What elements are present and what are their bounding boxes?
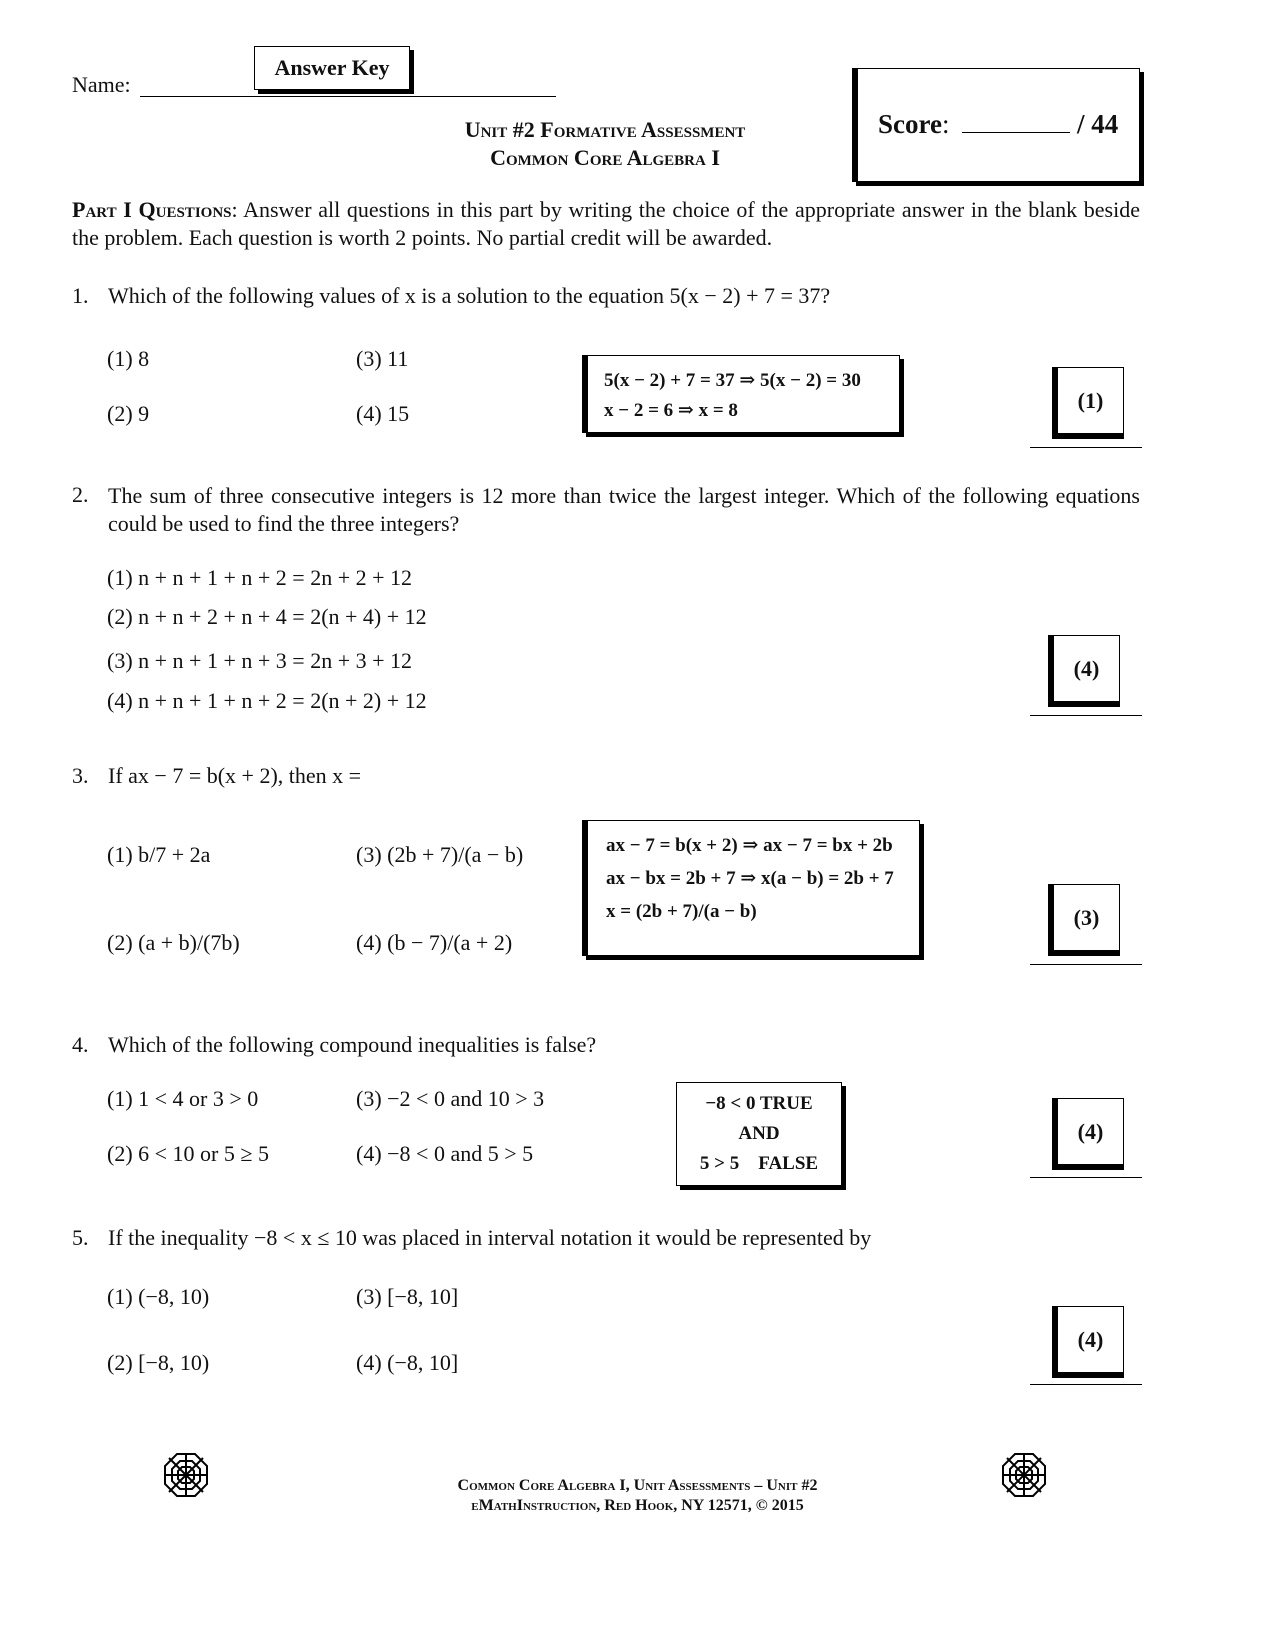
- q3-prompt: If ax − 7 = b(x + 2), then x =: [108, 763, 362, 788]
- q2-number: 2.: [72, 482, 89, 507]
- q5-choice-2[interactable]: (2) [−8, 10): [107, 1350, 210, 1375]
- q3-answer-line: [1030, 964, 1142, 965]
- q5-answer-line: [1030, 1384, 1142, 1385]
- q1-answer-box[interactable]: (1): [1052, 367, 1124, 439]
- footer-line-2: eMathInstruction, Red Hook, NY 12571, © 2015: [471, 1497, 804, 1514]
- footer: [0, 1476, 1275, 1516]
- q4-number: 4.: [72, 1032, 89, 1057]
- q3-work-line-1: ax − 7 = b(x + 2) ⇒ ax − 7 = bx + 2b: [606, 835, 893, 856]
- q3-work-box: [582, 820, 920, 956]
- q4-work-box: [676, 1082, 842, 1186]
- q5-answer-box[interactable]: (4): [1052, 1306, 1124, 1378]
- q3-choice-3[interactable]: (3) (2b + 7)/(a − b): [356, 842, 524, 867]
- score-blank[interactable]: [962, 110, 1070, 133]
- q1-choice-3[interactable]: (3) 11: [356, 346, 409, 371]
- q1-number: 1.: [72, 283, 89, 308]
- q1-work-line-2: x − 2 = 6 ⇒ x = 8: [604, 400, 738, 421]
- q1-choice-1[interactable]: (1) 8: [107, 346, 150, 371]
- title-line-1: Unit #2 Formative Assessment: [464, 117, 746, 142]
- name-line[interactable]: [140, 96, 556, 97]
- q4-choice-2[interactable]: (2) 6 < 10 or 5 ≥ 5: [107, 1141, 269, 1166]
- q4-answer-box[interactable]: (4): [1052, 1098, 1124, 1170]
- q1-choice-2[interactable]: (2) 9: [107, 401, 150, 426]
- q4-choice-4[interactable]: (4) −8 < 0 and 5 > 5: [356, 1141, 534, 1166]
- q2-choice-1[interactable]: (1) n + n + 1 + n + 2 = 2n + 2 + 12: [107, 565, 413, 590]
- q4-work-line-2: AND: [738, 1123, 780, 1144]
- q3-number: 3.: [72, 763, 89, 788]
- answer-key-badge: Answer Key: [254, 46, 410, 90]
- footer-line-1: Common Core Algebra I, Unit Assessments – Unit #2: [457, 1477, 818, 1494]
- q2-prompt: The sum of three consecutive integers is 12 more than twice the largest integer. Which of the following equations could be used to find the three integers?: [108, 483, 1140, 536]
- q3-choice-2[interactable]: (2) (a + b)/(7b): [107, 930, 240, 955]
- score-colon: :: [941, 109, 950, 139]
- score-box: [852, 68, 1140, 182]
- score-label: Score: [878, 109, 942, 139]
- q3-answer-box[interactable]: (3): [1048, 884, 1120, 956]
- q4-choice-1[interactable]: (1) 1 < 4 or 3 > 0: [107, 1086, 259, 1111]
- part1-text: : Answer all questions in this part by writing the choice of the appropriate answer in the blank beside the problem. Each question is worth 2 points. No partial credit will be awarded.: [72, 197, 1140, 250]
- q2-answer-box[interactable]: (4): [1048, 635, 1120, 707]
- q3-work-line-3: x = (2b + 7)/(a − b): [606, 901, 757, 922]
- q4-prompt: Which of the following compound inequalities is false?: [108, 1032, 597, 1057]
- q2-answer-line: [1030, 715, 1142, 716]
- part1-instructions: [72, 196, 1140, 252]
- score-total: / 44: [1077, 109, 1119, 139]
- q4-choice-3[interactable]: (3) −2 < 0 and 10 > 3: [356, 1086, 545, 1111]
- q1-prompt: Which of the following values of x is a solution to the equation 5(x − 2) + 7 = 37?: [108, 283, 831, 308]
- q4-work-line-3: 5 > 5 FALSE: [699, 1153, 819, 1174]
- name-label: Name:: [72, 72, 131, 97]
- q5-choice-1[interactable]: (1) (−8, 10): [107, 1284, 210, 1309]
- q3-work-line-2: ax − bx = 2b + 7 ⇒ x(a − b) = 2b + 7: [606, 868, 894, 889]
- q1-choice-4[interactable]: (4) 15: [356, 401, 410, 426]
- q2-choice-2[interactable]: (2) n + n + 2 + n + 4 = 2(n + 4) + 12: [107, 604, 427, 629]
- q3-choice-4[interactable]: (4) (b − 7)/(a + 2): [356, 930, 513, 955]
- q5-number: 5.: [72, 1225, 89, 1250]
- title-line-2: Common Core Algebra I: [490, 145, 720, 170]
- q3-choice-1[interactable]: (1) b/7 + 2a: [107, 842, 211, 867]
- q2-choice-4[interactable]: (4) n + n + 1 + n + 2 = 2(n + 2) + 12: [107, 688, 427, 713]
- q2-choice-3[interactable]: (3) n + n + 1 + n + 3 = 2n + 3 + 12: [107, 648, 413, 673]
- q4-answer-line: [1030, 1177, 1142, 1178]
- q5-choice-3[interactable]: (3) [−8, 10]: [356, 1284, 459, 1309]
- q1-work-line-1: 5(x − 2) + 7 = 37 ⇒ 5(x − 2) = 30: [604, 370, 861, 391]
- q4-work-line-1: −8 < 0 TRUE: [705, 1093, 813, 1114]
- q1-work-box: [582, 355, 900, 433]
- q5-choice-4[interactable]: (4) (−8, 10]: [356, 1350, 459, 1375]
- part1-title: Part I Questions: [72, 197, 232, 222]
- q5-prompt: If the inequality −8 < x ≤ 10 was placed in interval notation it would be represented by: [108, 1225, 872, 1250]
- q1-answer-line: [1030, 447, 1142, 448]
